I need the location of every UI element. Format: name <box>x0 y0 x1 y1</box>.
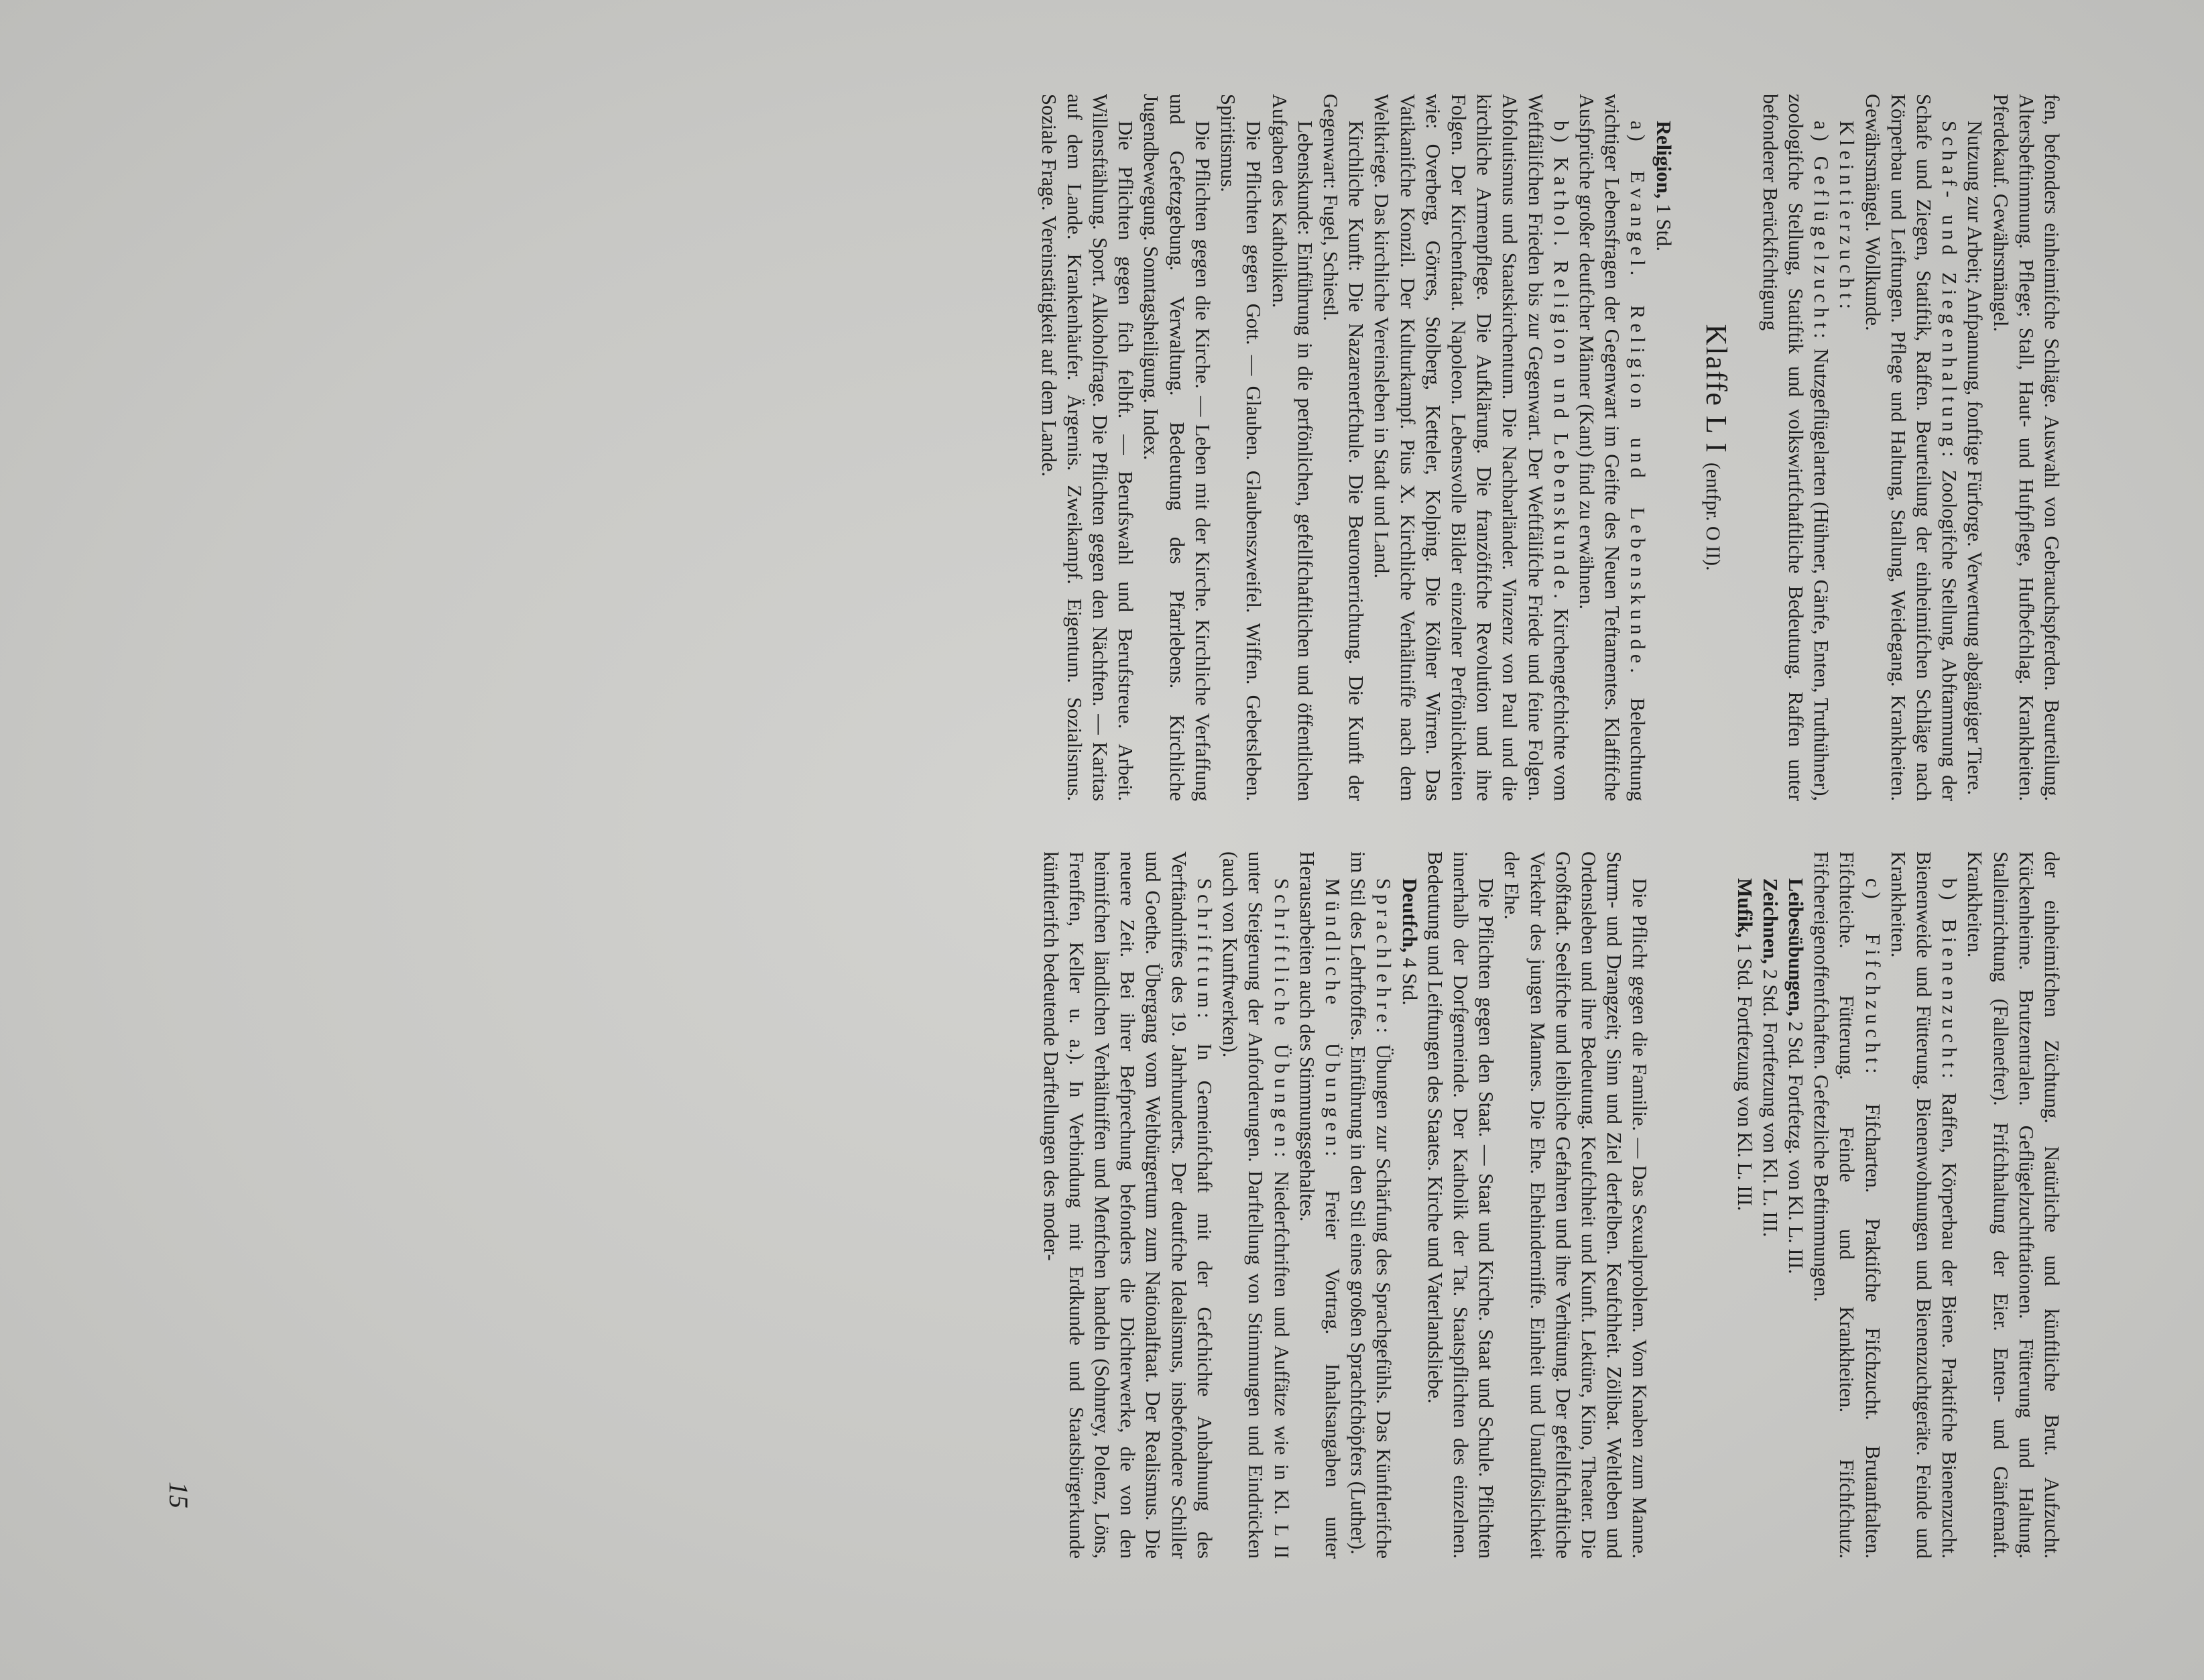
religion-hours: 1 Std. <box>1652 198 1675 251</box>
paragraph-muendlich <box>1294 851 1345 1559</box>
deutsch-title: Deutfch, <box>1398 878 1421 953</box>
paragraph-kirchliche-kunst: Kirchliche Kunft: Die Nazarenerfchule. Die Beuronerrichtung. Die Kunft der Gegenwart: Fugel, Schiestl. <box>1319 94 1368 801</box>
paragraph-schriftlich <box>1217 851 1294 1559</box>
label-schaf-ziegen: Schaf- und Ziegenhaltung: <box>1938 121 1961 462</box>
text-sprachlehre: Übungen zur Schärfung des Sprachgefühls. Das Künftlerifche im Stil des Lehrftoffes. Einführung in den Stil eines großen Sprachfchöpfers (Luther). <box>1347 851 1396 1559</box>
text-bienenzucht: Raffen, Körperbau der Biene. Praktifche Bienenzucht. Bienenweide und Fütterung. Bienenwohnungen und Bienenzuchtgeräte. Feinde und Krankheiten. <box>1886 851 1961 1559</box>
paragraph-familie: Die Pflicht gegen die Familie. — Das Sexualproblem. Vom Knaben zum Manne. Sturm- und Drangzeit; Sinn und Ziel derfelben. Keufchheit. Zölibat. Weltleben und Ordensleben und ihre Bedeutung. Keufchheit und Kunft. Lektüre, Kino, Theater. Die Großftadt. Seelifche und leibliche Gefahren und ihre Verhütung. Der gefellfchaftliche Verkehr des jungen Mannes. Die Ehe. Ehehinderniffe. Einheit und Unauflöslichkeit der Ehe. <box>1500 851 1652 1559</box>
text-schriftlich: Niederfchriften und Auffätze wie in Kl. L II unter Steigerung der Anforderungen. Darftellung von Stimmungen und Eindrücken (auch von Kunftwerken). <box>1219 851 1293 1559</box>
paragraph-bienenzucht <box>1886 851 1963 1559</box>
paragraph-deutsch-title <box>1396 851 1422 1559</box>
deutsch-hours: 4 Std. <box>1398 952 1421 1006</box>
text-religion-a: Beleuchtung wichtiger Lebensfragen der Gegenwart im Geifte des Neuen Teftamentes. Klaffifche Ausfprüche großer deutfcher Männer (Kant) find zu erwähnen. <box>1575 94 1650 801</box>
heading-title: Klaffe L I <box>1699 324 1733 454</box>
paragraph-pflichten-selbst: Die Pflichten gegen fich felbft. — Berufswahl und Berufstreue. Arbeit. Willensftählung. Sport. Alkoholfrage. Die Pflichten gegen den Nächften. — Karitas auf dem Lande. Krankenhäufer. Ärgernis. Zweikampf. Eigentum. Sozialismus. Soziale Frage. Vereinstätigkeit auf dem Lande. <box>1037 94 1138 801</box>
paragraph-religion-a <box>1574 94 1651 801</box>
right-column <box>1038 851 2065 1559</box>
paragraph-musik <box>1731 851 1757 1559</box>
label-sprachlehre: Sprachlehre: <box>1372 878 1396 1038</box>
label-schriftlich: Schriftliche Übungen: <box>1270 878 1293 1162</box>
paragraph-lebenskunde: Lebenskunde: Einführung in die perfönlichen, gefellfchaftlichen und öffentlichen Aufgaben des Katholiken. <box>1268 94 1317 801</box>
paragraph-staat: Die Pflichten gegen den Staat. — Staat und Kirche. Staat und Schule. Pflichten innerhalb der Dorfgemeinde. Der Katholik der Tat. Staatspflichten des einzelnen. Bedeutung und Leiftungen des Staates. Kirche und Vaterlandsliebe. <box>1423 851 1498 1559</box>
paragraph-gefluegel-cont: der einheimifchen Züchtung. Natürliche und künftliche Brut. Aufzucht. Kückenheime. Brutzentralen. Geflügelzuchtftationen. Fütterung und Haltung. Stalleinrichtung (Fallenefter). Frifchhaltung der Eier. Enten- und Gänfemaft. Krankheiten. <box>1963 851 2063 1559</box>
text-schaf-ziegen: Zoologifche Stellung, Abftammung der Schafe und Ziegen, Statiftik, Raffen. Beurteilung der einheimifchen Schläge nach Körperbau und Leiftungen. Pflege und Haltung, Stallung, Weidegang. Krankheiten. Gewährsmängel. Wollkunde. <box>1861 94 1961 801</box>
label-bienenzucht: b) Bienenzucht: <box>1938 878 1961 1083</box>
paragraph-pflichten-gott: Die Pflichten gegen Gott. — Glauben. Glaubenszweifel. Wiffen. Gebetsleben. Spiritismus. <box>1217 94 1266 801</box>
text-muendlich: Freier Vortrag. Inhaltsangaben unter Herausarbeiten auch des Stimmungsgehaltes. <box>1295 851 1344 1559</box>
left-column <box>1036 94 2065 801</box>
paragraph-leibesuebungen <box>1783 851 1809 1559</box>
paragraph-pflichten-kirche: Die Pflichten gegen die Kirche. — Leben mit der Kirche. Kirchliche Verfaffung und Gefetzgebung. Verwaltung. Bedeutung des Pfarrlebens. Kirchliche Jugendbewegung. Sonntagsheiligung. Index. <box>1140 94 1214 801</box>
text-fischzucht: Fifcharten. Praktifche Fifchzucht. Brutanftalten. Fifchteiche. Fütterung. Feinde und Krankheiten. Fifchfchutz. Fifchereigenoffenfchaften. Gefetzliche Beftimmungen. <box>1810 851 1884 1559</box>
musik-title: Mufik, <box>1733 878 1756 938</box>
label-kleintierzucht: Kleintierzucht: <box>1835 121 1859 314</box>
paragraph-sprachlehre <box>1345 851 1396 1559</box>
paragraph-pferde: fen, befonders einheimifche Schläge. Auswahl von Gebrauchspferden. Beurteilung. Altersbeftimmung. Pflege; Stall, Haut- und Hufpflege, Hufbefchlag. Krankheiten. Pferdekauf. Gewährsmängel. <box>1989 94 2063 801</box>
musik-text: 1 Std. Fortfetzung von Kl. L. III. <box>1733 937 1756 1211</box>
zeichnen-text: 2 Std. Fortfetzung von Kl. L. III. <box>1758 963 1782 1238</box>
label-gefluegelzucht: a) Geflügelzucht: <box>1810 121 1833 344</box>
label-fischzucht: c) Fifchzucht: <box>1861 878 1884 1079</box>
text-religion-b: Kirchengefchichte vom Weftfälifchen Frieden bis zur Gegenwart. Der Weftfälifche Friede und feine Folgen. Abfolutismus und Staatskirchentum. Die Nachbarländer. Vinzenz von Paul und die kirchliche Armenpflege. Die Aufklärung. Die franzöfifche Revolution und ihre Folgen. Der Kirchenftaat. Napoleon. Lebensvolle Bilder einzelner Perfönlichkeiten wie: Overberg, Görres, Stolberg, Ketteler, Kolping. Die Kölner Wirren. Das Vatikanifche Konzil. Der Kulturkampf. Pius X. Kirchliche Verhältniffe nach dem Weltkriege. Das kirchliche Vereinsleben in Stadt und Land. <box>1370 94 1573 801</box>
paragraph-religion-b <box>1369 94 1574 801</box>
column-spacer <box>1652 851 1731 1559</box>
section-heading <box>1694 94 1735 801</box>
paragraph-religion-title <box>1650 94 1676 801</box>
zeichnen-title: Zeichnen, <box>1758 878 1782 964</box>
text-gefluegelzucht: Nutzgeflügelarten (Hühner, Gänfe, Enten, Truthühner), zoologifche Stellung, Statiftik und volkswirtfchaftliche Bedeutung. Raffen unter befonderer Berückfichtigung <box>1758 94 1833 802</box>
rotated-document-page <box>114 67 2111 1609</box>
paragraph-kleintierzucht <box>1834 94 1859 801</box>
paragraph-zeichnen <box>1758 851 1783 1559</box>
paragraph-nutzung: Nutzung zur Arbeit; Anfpannung, fonftige Fürforge. Verwertung abgängiger Tiere. <box>1963 121 1987 796</box>
label-religion-a: a) Evangel. Religion und Lebenskunde. <box>1626 121 1650 678</box>
label-schrifttum: Schrifttum: <box>1192 878 1216 1023</box>
heading-subtitle: (entfpr. O II). <box>1701 462 1724 571</box>
paragraph-schrifttum <box>1038 851 1217 1559</box>
leibes-text: 2 Std. Fortfetzg. von Kl. L. III. <box>1784 1016 1807 1274</box>
paragraph-fischzucht <box>1809 851 1886 1559</box>
text-schrifttum: In Gemeinfchaft mit der Gefchichte Anbahnung des Verftändniffes des 19. Jahrhunderts. Der deutfche Idealismus, insbefondere Schiller und Goethe. Übergang vom Weltbürgertum zum Nationalftaat. Der Realismus. Die neuere Zeit. Bei ihrer Befprechung befonders die Dichterwerke, die von den heimifchen ländlichen Verhältniffen und Menfchen handeln (Sohnrey, Polenz, Löns, Frenffen, Keller u. a.). In Verbindung mit Erdkunde und Staatsbürgerkunde künftlerifch bedeutende Darftellungen des moder- <box>1039 851 1216 1559</box>
label-muendlich: Mündliche Übungen: <box>1321 878 1344 1162</box>
paragraph-schaf-ziegen <box>1859 94 1962 801</box>
page-number: 15 <box>164 1482 194 1508</box>
leibes-title: Leibesübungen, <box>1784 878 1807 1016</box>
label-religion-b: b) Kathol. Religion und Lebenskunde. <box>1549 121 1573 604</box>
religion-title: Religion, <box>1652 121 1675 199</box>
paragraph-gefluegelzucht <box>1758 94 1835 801</box>
